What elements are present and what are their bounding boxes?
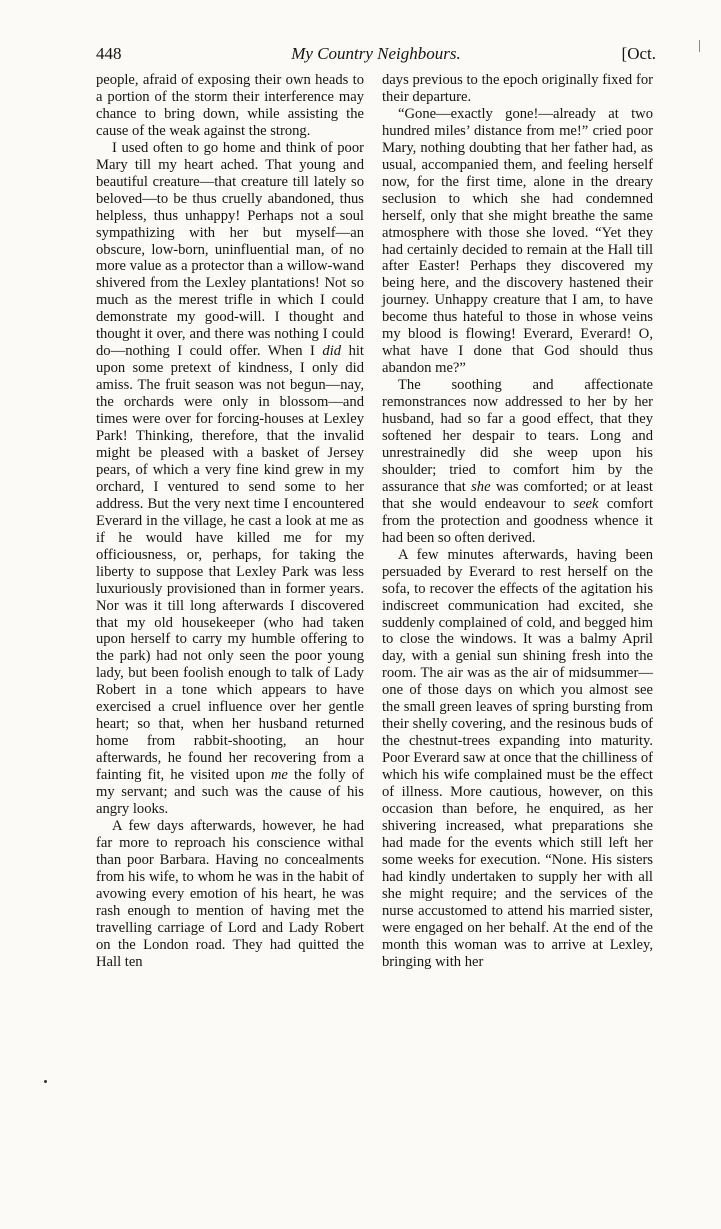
right-column bbox=[382, 72, 653, 971]
paragraph bbox=[96, 140, 364, 818]
month-label: [Oct. bbox=[621, 44, 656, 63]
emphasis: she bbox=[471, 478, 491, 495]
paragraph: A few minutes afterwards, having been persuaded by Everard to rest herself on the sofa, to recover the effects of the agitation his indiscreet communication had excited, she suddenly complained of cold, and begged him to close the windows. It was a balmy April day, with a genial sun shining fresh into the room. The air was as the air of midsummer—one of those days on which you almost see the small green leaves of spring bursting from their shelly covering, and the resinous buds of the chestnut-trees expanding into maturity. Poor Everard saw at once that the chilliness of which his wife complained must be the effect of illness. More cautious, however, on this occasion than before, he enquired, as her shivering increased, what preparations she had made for the events which still left her some weeks for execution. “None. His sisters had kindly undertaken to supply her with all she might require; and the services of the nurse accustomed to attend his married sister, were engaged on her behalf. At the end of the month this woman was to arrive at Lexley, bringing with her bbox=[382, 546, 653, 970]
emphasis: me bbox=[270, 767, 288, 784]
paragraph: people, afraid of exposing their own heads to a portion of the storm their interference may chance to bring down, while assisting the cause of the weak against the strong. bbox=[96, 72, 364, 139]
text-run: the folly of my servant; and such was the cause of his angry looks. bbox=[96, 767, 364, 817]
text-run: I used often to go home and think of poor Mary till my heart ached. That young and beautiful creature—that creature till lately so beloved—to be thus cruelly abandoned, thus helpless, thus unhappy! Perhaps not a soul sympathizing with her but myself—an obscure, low-born, uninfluential man, of no more value as a protector than a willow-wand shivered from the Lexley plantations! Not so much as the merest trifle in which I could demonstrate my good-will. I thought and thought it over, and there was nothing I could do—nothing I could offer. When I bbox=[96, 139, 364, 360]
paragraph: A few days afterwards, however, he had far more to reproach his conscience withal than poor Barbara. Having no concealments from his wife, to whom he was in the habit of avowing every emotion of his heart, he was rash enough to mention of having met the travelling carriage of Lord and Lady Robert on the London road. They had quitted the Hall ten bbox=[96, 817, 364, 970]
running-header bbox=[96, 44, 656, 70]
page-number: 448 bbox=[96, 44, 122, 63]
paragraph: “Gone—exactly gone!—already at two hundred miles’ distance from me!” cried poor Mary, nothing doubting that her father had, as usual, accompanied them, and feeling herself now, for the first time, alone in the dreary seclusion to which she had condemned herself, only that she might breathe the same atmosphere with those she loved. “Yet they had certainly decided to remain at the Hall till after Easter! Perhaps they discovered my being here, and the discovery hastened their journey. Unhappy creature that I am, to have become thus hateful to those in whose veins my blood is flowing! Everard, Everard! O, what have I done that God should thus abandon me?” bbox=[382, 105, 653, 377]
paragraph: days previous to the epoch originally fixed for their departure. bbox=[382, 72, 653, 105]
page-edge-mark bbox=[699, 40, 700, 52]
running-title: My Country Neighbours. bbox=[291, 44, 461, 63]
emphasis: seek bbox=[573, 495, 599, 512]
margin-dot bbox=[44, 1080, 47, 1083]
paragraph bbox=[382, 377, 653, 547]
left-column bbox=[96, 72, 364, 971]
text-run: was comforted; or at least that she would endeavour to bbox=[382, 478, 653, 512]
text-run: hit upon some pretext of kindness, I only did amiss. The fruit season was not begun—nay, the orchards were only in blossom—and times were over for forcing-houses at Lexley Park! Thinking, therefore, that the invalid might be pleased with a basket of Jersey pears, of which a very fine kind grew in my orchard, I ventured to send some to her address. But the very next time I encountered Everard in the village, he cast a look at me as if he would have killed me for my officiousness, or, perhaps, for taking the liberty to suppose that Lexley Park was less luxuriously provisioned than in former years. Nor was it till long afterwards I discovered that my old housekeeper (who had taken upon herself to carry my humble offering to the park) had not only seen the poor young lady, but been foolish enough to talk of Lady Robert in a tone which appears to have exercised a cruel influence over her gentle heart; so that, when her husband returned home from rabbit-shooting, an hour afterwards, he found her recovering from a fainting fit, he visited upon bbox=[96, 343, 364, 784]
text-run: The soothing and affectionate remonstrances now addressed to her by her husband, had so far a good effect, that they softened her despair to tears. Long and unrestrainedly did she weep upon his shoulder; tried to comfort him by the assurance that bbox=[382, 377, 653, 495]
emphasis: did bbox=[322, 343, 342, 360]
text-run: comfort from the protection and goodness whence it had been so often derived. bbox=[382, 495, 654, 546]
